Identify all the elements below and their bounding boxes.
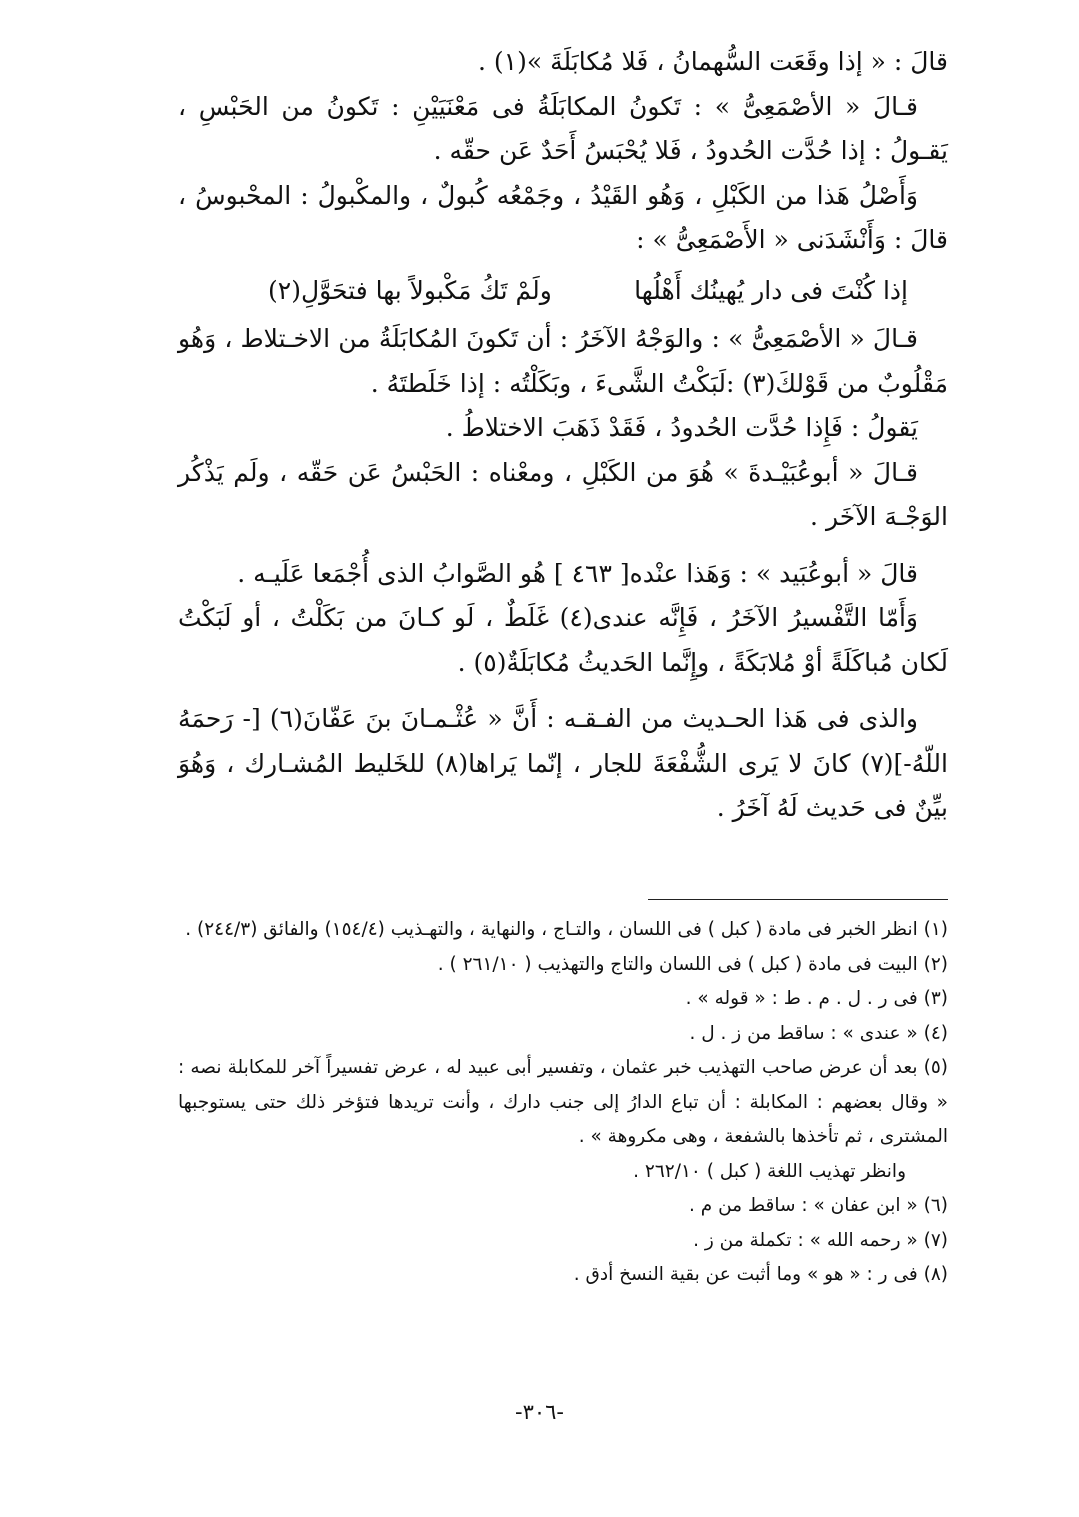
paragraph-6: قـالَ « أبوعُبَيْـدةَ » هُوَ من الكَبْلِ ، ومعْناه : الحَبْسُ عَن حَقّه ، ولَم يَذْكُر الوَجْـهَ الآخَر .: [178, 457, 948, 531]
poetry-verse: [268, 269, 908, 314]
paragraph-8: وَأَمّا التَّفْسيرُ الآخَرُ ، فَإِنَّه عندى(٤) غَلَطٌ ، لَو كـانَ من بَكَلْتُ ، أو لَبَكْتُ لَكان مُباكَلَةً أوْ مُلابَكَةً ، وإِنَّما الحَديثُ مُكابَلَةٌ(٥) .: [178, 603, 948, 677]
footnote-3: (٣) فى ر . ل . م . ط : « قوله » .: [685, 988, 948, 1009]
footnote-separator: [648, 899, 948, 900]
footnote-5: (٥) بعد أن عرض صاحب التهذيب خبر عثمان ، وتفسير أبى عبيد له ، عرض تفسيراً آخر للمكابلة نصه : « وقال بعضهم : المكابلة : أن تباع الدارُ إلى جنب دارك ، وأنت تريدها فتؤخر ذلك حتى يستوجبها المشترى ، ثم تأخذها بالشفعة ، وهى مكروهة » .: [178, 1057, 948, 1147]
footnote-6: (٦) « ابن عفان » : ساقط من م .: [688, 1195, 948, 1216]
footnotes: [178, 913, 948, 1293]
footnote-4: (٤) « عندى » : ساقط من ز . ل .: [689, 1022, 948, 1044]
main-text: [178, 40, 948, 831]
paragraph-4: قـالَ « الأصْمَعِىُّ » : والوَجْهُ الآخَرُ : أن تَكونَ المُكابَلَةُ من الاخـتلاط ، وَهُو مَقْلُوبٌ من قَوْلكَ(٣) :لَبَكْتُ الشَّىءَ ، وبَكَلْتُه : إذا خَلَطتَهُ .: [178, 324, 948, 398]
paragraph-7: قالَ « أبوعُبَيد » : وَهَذا عنْده[ ٤٦٣ ] هُو الصَّوابُ الذى أُجْمَعا عَلَيـه .: [237, 558, 918, 588]
paragraph-1: قالَ : « إذا وقَعَت السُّهمانُ ، فَلا مُكابَلَةَ »(١) .: [478, 47, 948, 76]
footnote-5-continuation: وانظر تهذيب اللغة ( كبل ) ٢٦٢/١٠ .: [633, 1160, 906, 1182]
paragraph-2: قـالَ « الأصْمَعِىُّ » : تَكونُ المكابَلَةُ فى مَعْنَيَيْنِ : تَكونُ من الحَبْسِ ، يَقـولُ : إذا حُدَّت الحُدودُ ، فَلا يُحْبَسُ أَحَدٌ عَن حقّه .: [178, 91, 948, 165]
verse-first-hemistich: إذا كُنْتَ فى دار يُهينُك أَهْلُها: [634, 275, 908, 305]
footnote-7: (٧) « رحمه الله » : تكملة من ز .: [693, 1229, 948, 1251]
paragraph-5: يَقولُ : فَإِذا حُدَّت الحُدودُ ، فَقَدْ ذَهَبَ الاختلاطُ .: [445, 413, 918, 442]
page-number: -٣٠٦-: [515, 1400, 564, 1424]
paragraph-9: والذى فى هَذا الحـديث من الفـقـه : أَنَّ « عُثْـمـانَ بنَ عَفّانَ(٦) [- رَحمَهُ اللّهُ-](٧) كانَ لا يَرى الشُّفْعَةَ للجار ، إنّما يَراها(٨) للخَليط المُشـارك ، وَهُوَ بيِّنٌ فى حَديث لَهُ آخَرُ .: [178, 704, 948, 822]
paragraph-3: وَأَصْلُ هَذا من الكَبْلِ ، وَهُو القَيْدُ ، وجَمْعُه كُبولٌ ، والمكْبولُ : المحْبوسُ ، قالَ : وَأَنْشَدَنى « الأَصْمَعِىُّ » :: [178, 180, 948, 254]
verse-second-hemistich: ولَمْ تَكُ مَكْبولاً بها فتحَوَّلِ(٢): [268, 275, 552, 305]
footnote-2: (٢) البيت فى مادة ( كبل ) فى اللسان والتاج والتهذيب ( ٢٦١/١٠ ) .: [437, 953, 948, 975]
footnote-8: (٨) فى ر : « هو » وما أثبت عن بقية النسخ أدق .: [573, 1264, 948, 1285]
footnote-1: (١) انظر الخبر فى مادة ( كبل ) فى اللسان ، والتـاج ، والنهاية ، والتهـذيب (١٥٤/٤) والفائق (٢٤٤/٣) .: [185, 919, 948, 940]
